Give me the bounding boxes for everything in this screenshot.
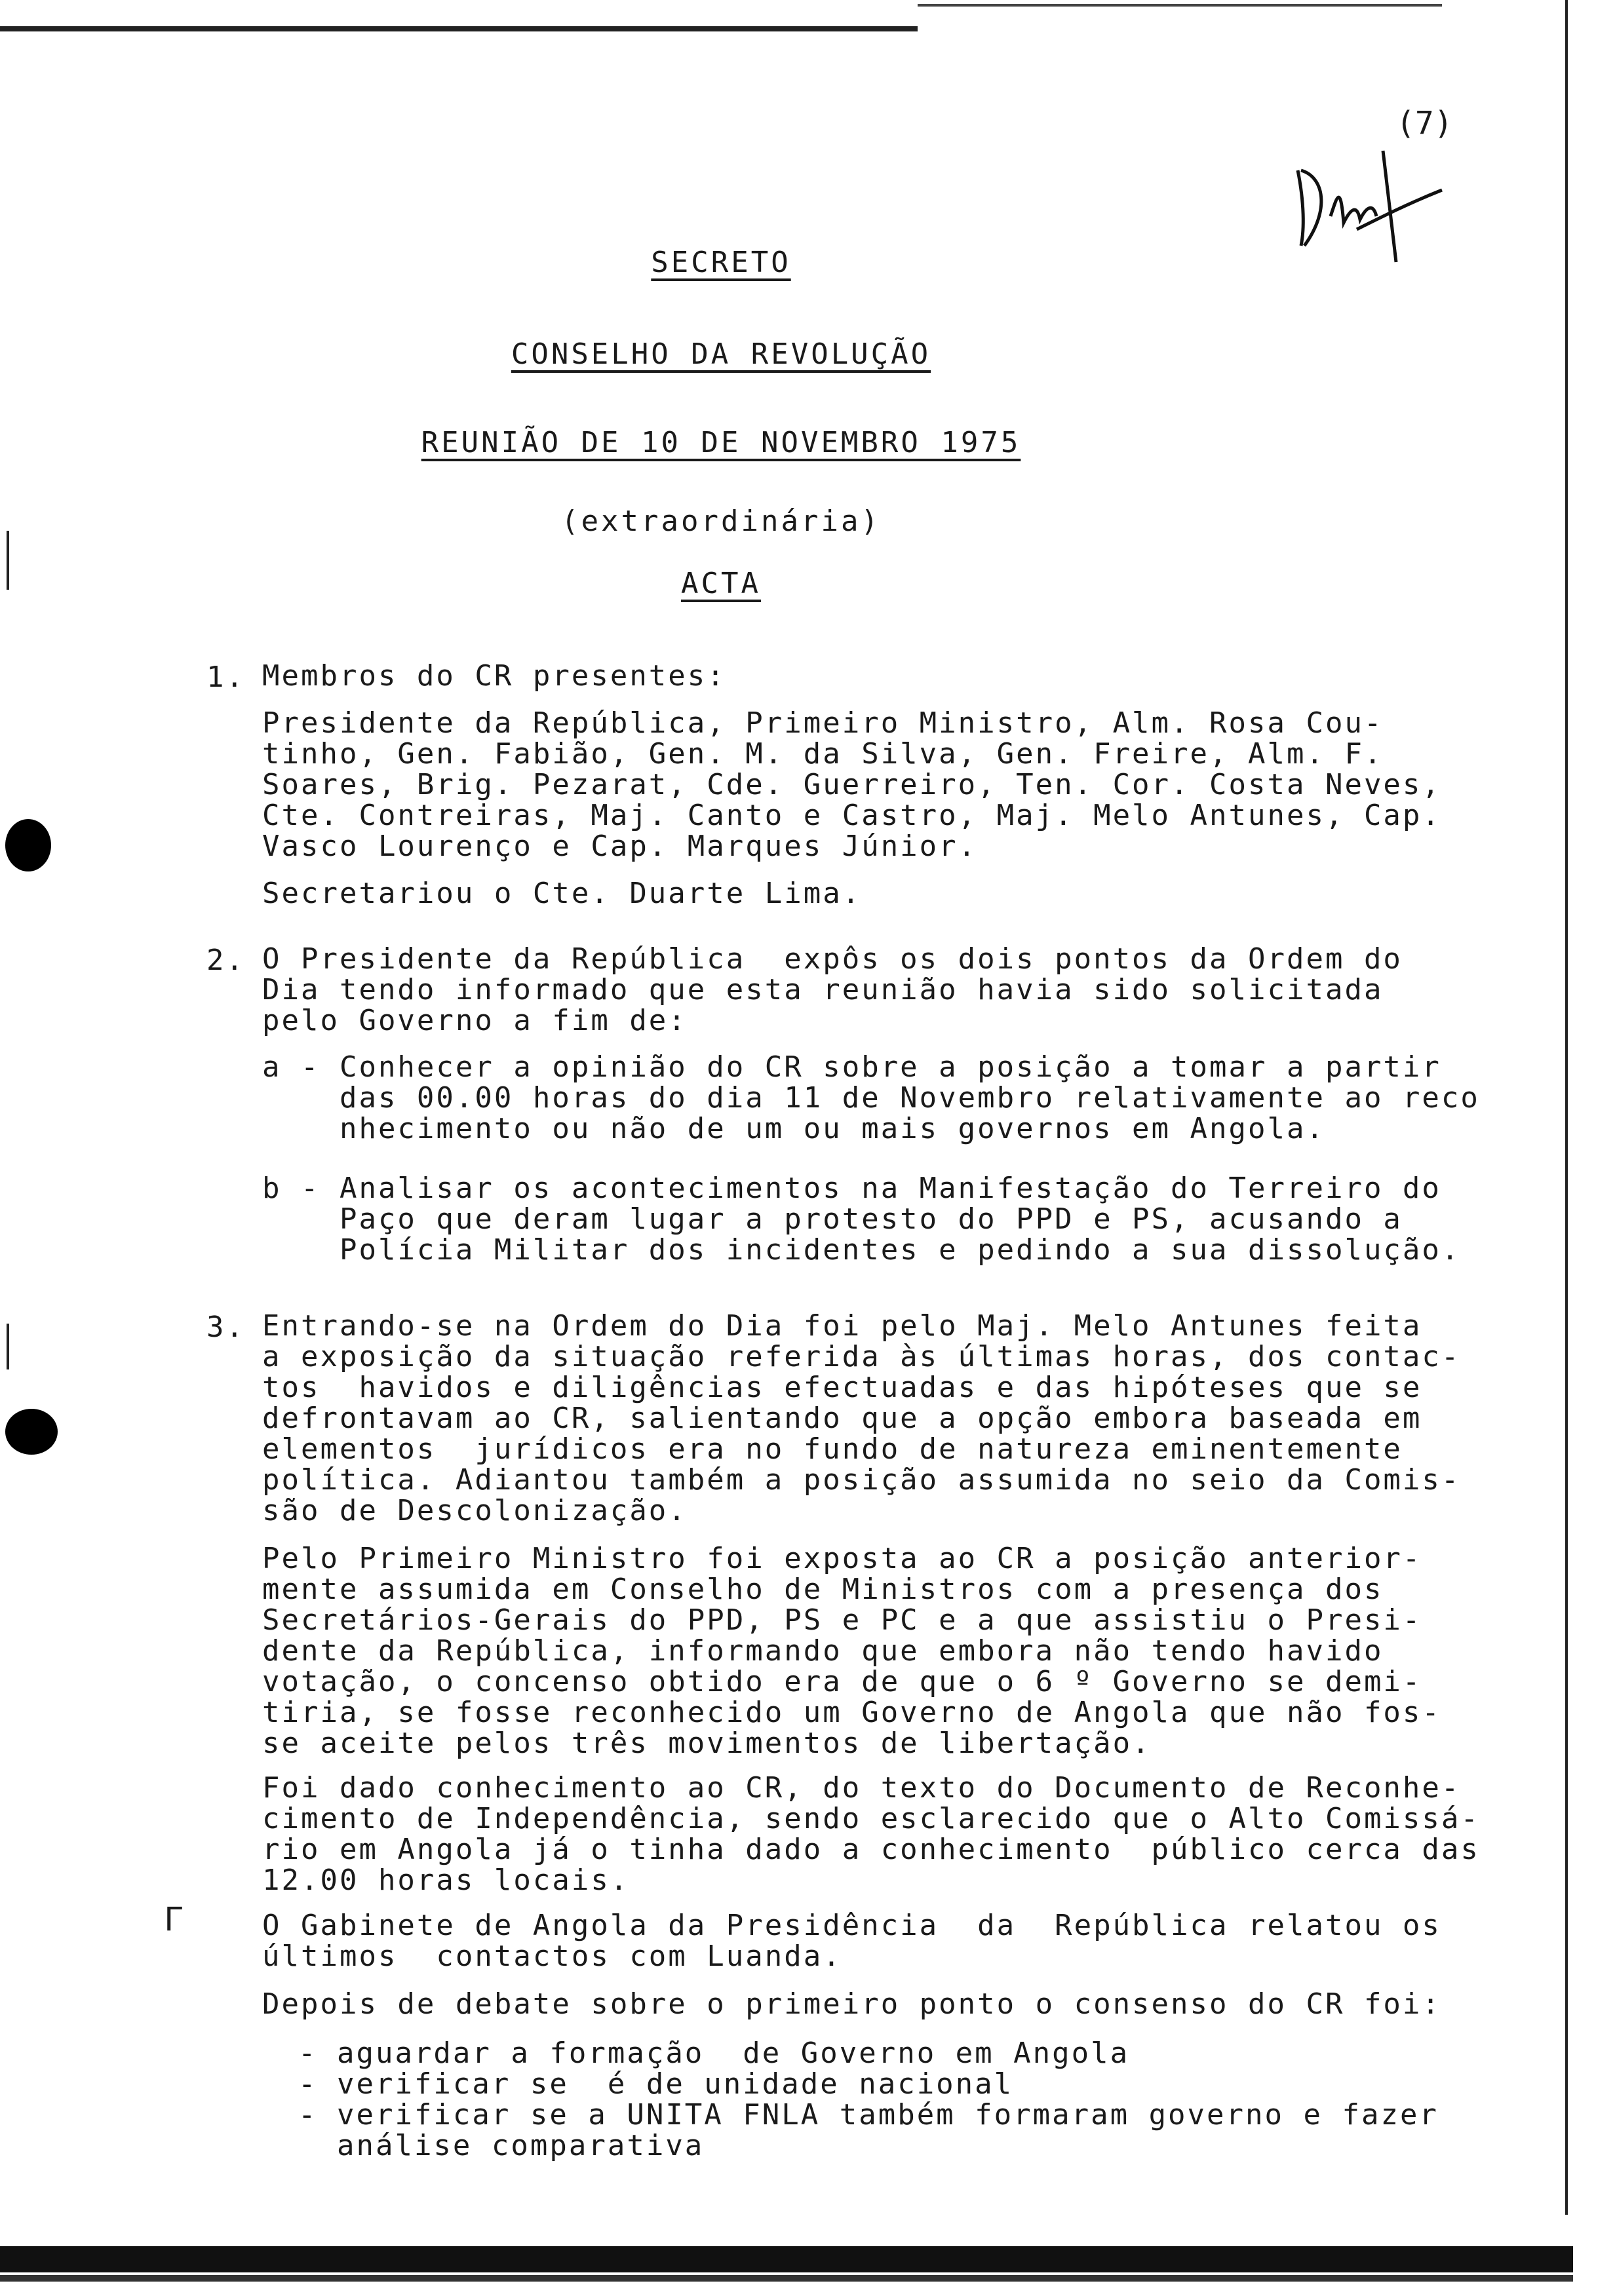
section-2-item-a [262,1050,1480,1145]
text-line: Dia tendo informado que esta reunião havia sido solicitada [262,973,1384,1006]
margin-tick-2 [7,1324,9,1369]
punch-hole-lower [5,1409,58,1455]
text-line: nhecimento ou não de um ou mais governos em Angola. [262,1112,1325,1145]
meeting-heading: REUNIÃO DE 10 DE NOVEMBRO 1975 [421,426,1021,459]
text-line: 12.00 horas locais. [262,1864,630,1897]
text-line: tinho, Gen. Fabião, Gen. M. da Silva, Gen. Freire, Alm. F. [262,737,1384,771]
text-line: Pelo Primeiro Ministro foi exposta ao CR a posição anterior- [262,1542,1422,1575]
text-line: defrontavam ao CR, salientando que a opção embora baseada em [262,1402,1422,1435]
text-line: tos havidos e diligências efectuadas e das hipóteses que se [262,1371,1422,1404]
list-item: - aguardar a formação de Governo em Angola [298,2037,1130,2070]
list-item: - verificar se é de unidade nacional [298,2067,1014,2101]
meeting-type: (extraordinária) [561,505,881,538]
punch-hole-upper [5,819,51,871]
text-line: votação, o concenso obtido era de que o 6 º Governo se demi- [262,1665,1422,1698]
section-3-paragraph-5 [262,1989,1442,2019]
text-line: b - Analisar os acontecimentos na Manifestação do Terreiro do [262,1172,1441,1205]
list-item: - verificar se a UNITA FNLA também formaram governo e fazer [298,2098,1439,2132]
left-bracket-mark: Γ [164,1900,184,1938]
section-3-paragraph-4 [262,1910,1442,1972]
text-line: mente assumida em Conselho de Ministros com a presença dos [262,1573,1384,1606]
corner-page-mark: (7) [1396,105,1453,142]
text-line: O Gabinete de Angola da Presidência da República relatou os [262,1909,1441,1942]
text-line: últimos contactos com Luanda. [262,1940,842,1973]
scan-top-edge [0,26,918,31]
text-line: pelo Governo a fim de: [262,1004,688,1037]
list-item: análise comparativa [298,2129,705,2162]
text-line: Cte. Contreiras, Maj. Canto e Castro, Maj. Melo Antunes, Cap. [262,799,1441,832]
scan-bottom-bar [0,2246,1573,2272]
section-1-number: 1. [206,660,245,694]
classification-heading: SECRETO [651,246,791,279]
section-2-item-b [262,1172,1461,1267]
text-line: se aceite pelos três movimentos de libertação. [262,1727,1152,1760]
text-line: Polícia Militar dos incidentes e pedindo a sua dissolução. [262,1233,1461,1267]
text-line: elementos jurídicos era no fundo de natureza eminentemente [262,1432,1403,1466]
section-3-paragraph-3 [262,1771,1480,1897]
doc-type-heading: ACTA [681,567,761,600]
section-1-members [262,708,1442,862]
scan-right-edge [1565,0,1568,2215]
text-line: Presidente da República, Primeiro Ministro, Alm. Rosa Cou- [262,706,1384,740]
text-line: são de Descolonização. [262,1494,688,1527]
text-line: Entrando-se na Ordem do Dia foi pelo Maj. Melo Antunes feita [262,1309,1422,1343]
text-line: cimento de Independência, sendo esclarecido que o Alto Comissá- [262,1802,1480,1835]
text-line: Secretários-Gerais do PPD, PS e PC e a que assistiu o Presi- [262,1603,1422,1637]
scan-bottom-bar-thin [0,2275,1573,2282]
text-line: a exposição da situação referida às últimas horas, dos contac- [262,1340,1461,1373]
scan-top-edge-right [918,4,1442,7]
text-line: O Presidente da República expôs os dois pontos da Ordem do [262,942,1403,976]
text-line: Depois de debate sobre o primeiro ponto o consenso do CR foi: [262,1987,1441,2021]
section-1-secretary: Secretariou o Cte. Duarte Lima. [262,877,862,910]
text-line: Soares, Brig. Pezarat, Cde. Guerreiro, Ten. Cor. Costa Neves, [262,768,1441,801]
section-3-bullets [298,2038,1445,2161]
text-line: a - Conhecer a opinião do CR sobre a posição a tomar a partir [262,1050,1441,1084]
text-line: tiria, se fosse reconhecido um Governo de Angola que não fos- [262,1696,1441,1729]
section-3-paragraph-1 [262,1309,1461,1527]
text-line: Foi dado conhecimento ao CR, do texto do Documento de Reconhe- [262,1771,1461,1805]
section-3-paragraph-2 [262,1543,1442,1759]
council-heading: CONSELHO DA REVOLUÇÃO [511,337,931,371]
section-2-number: 2. [206,944,245,977]
text-line: política. Adiantou também a posição assumida no seio da Comis- [262,1463,1461,1497]
section-3-number: 3. [206,1311,245,1344]
text-line: Vasco Lourenço e Cap. Marques Júnior. [262,830,978,863]
text-line: Paço que deram lugar a protesto do PPD e PS, acusando a [262,1202,1403,1236]
section-1-heading: Membros do CR presentes: [262,659,726,693]
section-2-intro [262,944,1442,1036]
text-line: rio em Angola já o tinha dado a conhecimento público cerca das [262,1833,1480,1866]
text-line: das 00.00 horas do dia 11 de Novembro relativamente ao reco [262,1081,1480,1115]
text-line: dente da República, informando que embora não tendo havido [262,1634,1384,1668]
